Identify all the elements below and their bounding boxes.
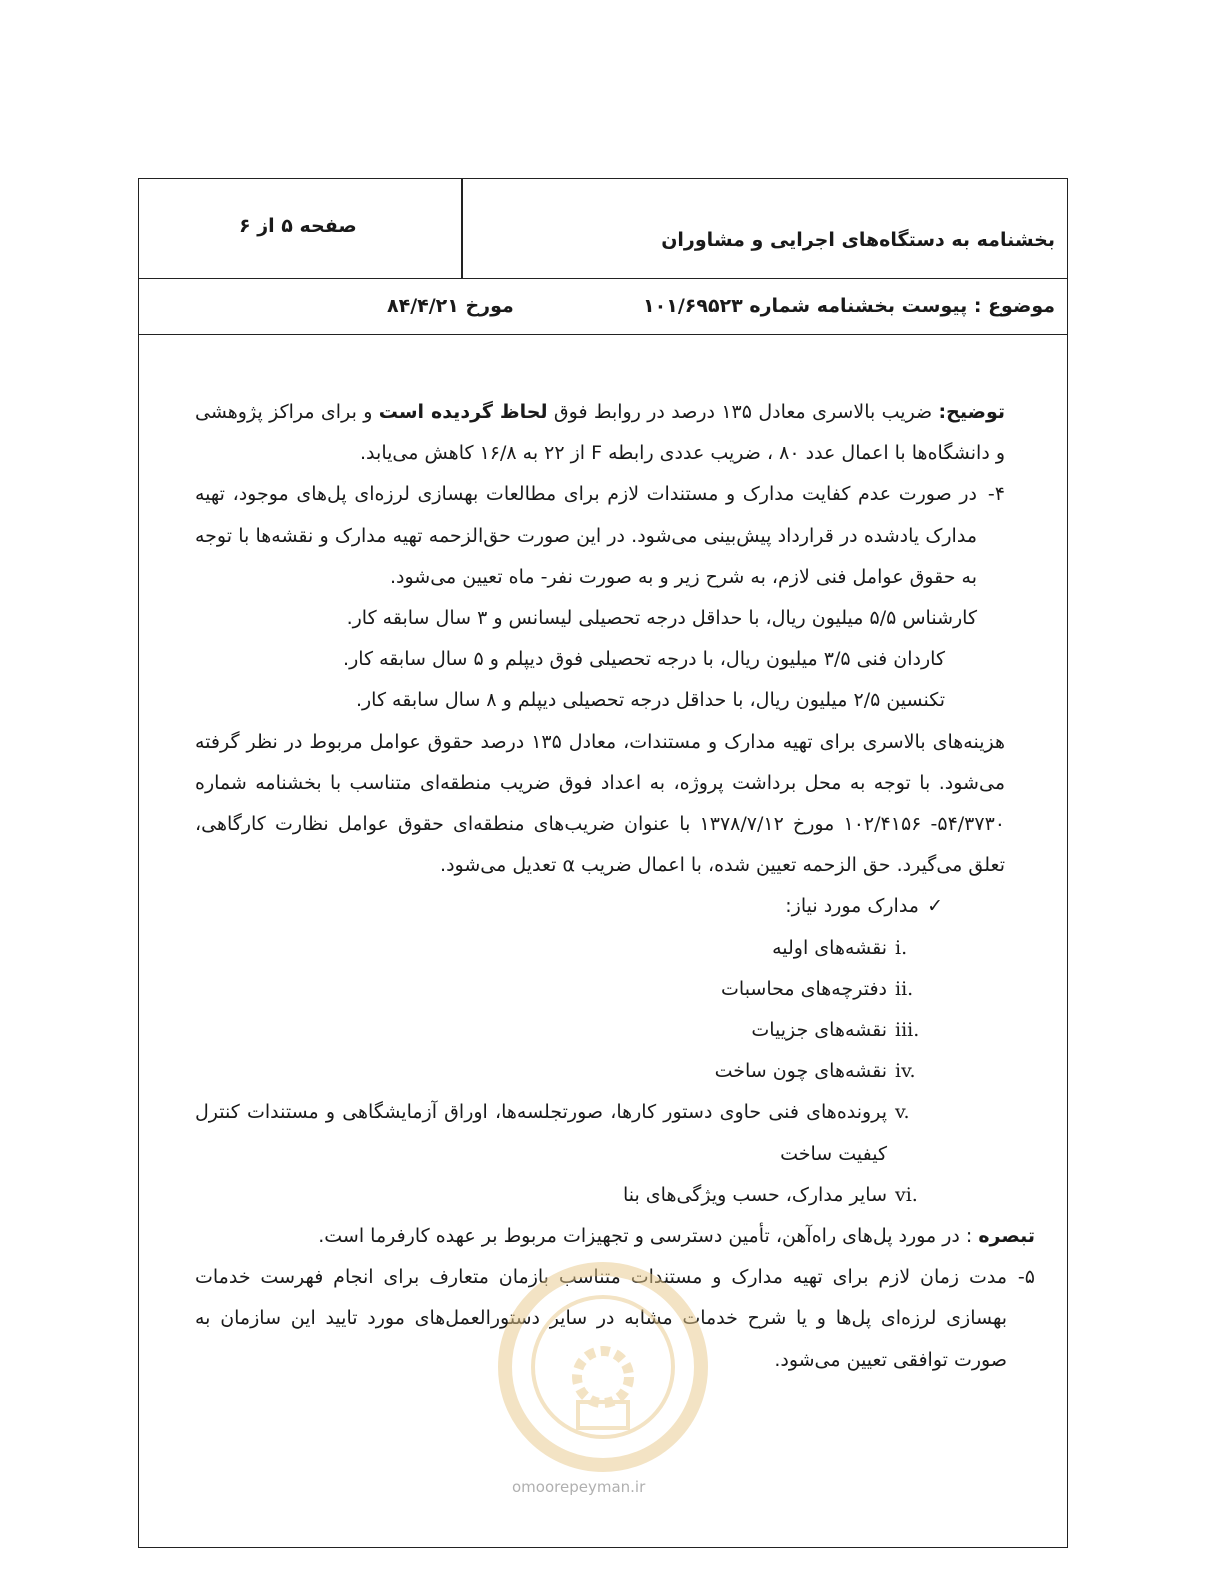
required-doc-number: i. — [895, 936, 908, 959]
page-number: صفحه ۵ از ۶ — [239, 215, 357, 237]
header-row — [139, 179, 1067, 279]
required-doc-item — [195, 928, 1005, 969]
required-doc-number: ii. — [895, 977, 914, 1000]
remark-label: تبصره — [978, 1225, 1035, 1248]
required-docs-label: مدارک مورد نیاز: — [785, 895, 919, 918]
rate-technician-associate: کاردان فنی ۳/۵ میلیون ریال، با درجه تحصیلی فوق دیپلم و ۵ سال سابقه کار. — [343, 648, 945, 671]
required-doc-text: نقشه‌های اولیه — [772, 936, 887, 959]
required-doc-number: vi. — [895, 1183, 918, 1206]
required-doc-text: پرونده‌های فنی حاوی دستور کارها، صورتجلسه‌ها، اوراق آزمایشگاهی و مستندات کنترل کیفیت ساخت — [195, 1101, 887, 1165]
subject-row — [139, 279, 1067, 335]
required-doc-item — [195, 1051, 1005, 1092]
document-date: مورخ ۸۴/۴/۲۱ — [387, 295, 514, 317]
item-5-text: مدت زمان لازم برای تهیه مدارک و مستندات متناسب بازمان متعارف برای انجام فهرست خدمات بهسازی لرزه‌ای پل‌ها و یا شرح خدمات مشابه در سایر دستورالعمل‌های مورد تایید این سازمان به صورت توافقی تعیین می‌شود. — [195, 1266, 1007, 1371]
watermark-seal-icon — [498, 1262, 708, 1472]
required-doc-number: iii. — [895, 1019, 920, 1042]
note-label: توضیح: — [938, 401, 1006, 423]
document-title: بخشنامه به دستگاه‌های اجرایی و مشاوران — [661, 229, 1055, 251]
required-doc-number: v. — [895, 1101, 910, 1124]
note-bold: لحاظ گردیده است — [378, 401, 548, 423]
required-doc-item — [195, 1010, 1005, 1051]
item-5-number: ۵- — [1017, 1266, 1035, 1289]
required-doc-item — [195, 1092, 1005, 1174]
item-4 — [195, 474, 1005, 598]
subject-line: موضوع : پیوست بخشنامه شماره ۱۰۱/۶۹۵۲۳ — [643, 295, 1055, 317]
required-doc-text: دفترچه‌های محاسبات — [721, 977, 887, 1000]
required-doc-item — [195, 1175, 1005, 1216]
rate-expert: کارشناس ۵/۵ میلیون ریال، با حداقل درجه تحصیلی لیسانس و ۳ سال سابقه کار. — [346, 607, 977, 630]
overhead-paragraph: هزینه‌های بالاسری برای تهیه مدارک و مستندات، معادل ۱۳۵ درصد حقوق عوامل مربوط در نظر گرفته می‌شود. با توجه به محل برداشت پروژه، به اعداد فوق ضریب منطقه‌ای متناسب با بخشنامه شماره ۵۴/۳۷۳۰- ۱۰۲/۴۱۵۶ مورخ ۱۳۷۸/۷/۱۲ با عنوان ضریب‌های منطقه‌ای حقوق عوامل نظارت کارگاهی، تعلق می‌گیرد. حق الزحمه تعیین شده، با اعمال ضریب α تعدیل می‌شود. — [195, 730, 1006, 877]
required-doc-text: سایر مدارک، حسب ویژگی‌های بنا — [622, 1183, 887, 1206]
required-doc-text: نقشه‌های جزییات — [751, 1019, 887, 1042]
item-4-text: در صورت عدم کفایت مدارک و مستندات لازم برای مطالعات بهسازی لرزه‌ای پل‌های موجود، تهیه مدارک یادشده در قرارداد پیش‌بینی می‌شود. در این صورت حق‌الزحمه تهیه مدارک و نقشه‌ها با توجه به حقوق عوامل فنی لازم، به شرح زیر و به صورت نفر- ماه تعیین می‌شود. — [195, 483, 977, 588]
required-docs-heading — [195, 886, 1005, 927]
note-paragraph — [195, 392, 1005, 474]
rate-technician: تکنسین ۲/۵ میلیون ریال، با حداقل درجه تحصیلی دیپلم و ۸ سال سابقه کار. — [355, 689, 945, 712]
required-doc-number: iv. — [895, 1060, 916, 1083]
header-divider — [461, 179, 463, 278]
checkmark-icon: ✓ — [927, 895, 943, 918]
note-text-1: ضریب بالاسری معادل ۱۳۵ درصد در روابط فوق — [547, 401, 939, 423]
note-text-2: و برای مراکز پژوهشی و دانشگاه‌ها با اعمال عدد ۸۰ ، ضریب عددی رابطه F از ۲۲ به ۱۶/۸ کاهش می‌یابد. — [195, 401, 1005, 465]
remark-paragraph — [195, 1216, 1035, 1257]
document-body — [195, 392, 1035, 1381]
remark-text: : در مورد پل‌های راه‌آهن، تأمین دسترسی و تجهیزات مربوط بر عهده کارفرما است. — [318, 1225, 979, 1248]
required-doc-item — [195, 969, 1005, 1010]
watermark-text: omoorepeyman.ir — [512, 1478, 646, 1496]
item-4-number: ۴- — [987, 483, 1005, 506]
required-doc-text: نقشه‌های چون ساخت — [714, 1060, 887, 1083]
